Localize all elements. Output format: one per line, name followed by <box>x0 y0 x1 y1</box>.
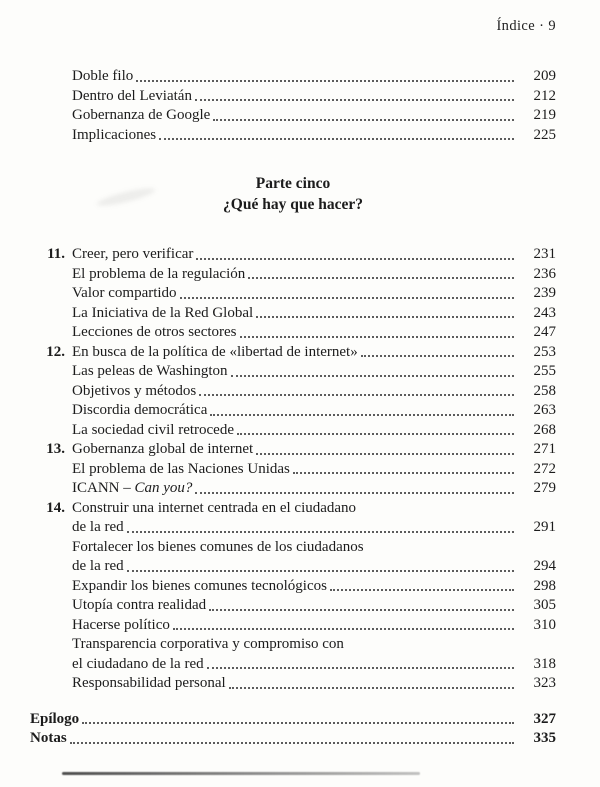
entry-page-number: 258 <box>533 382 556 399</box>
toc-entry <box>30 499 556 538</box>
entry-title: Gobernanza global de internet <box>72 441 254 457</box>
entry-page-number: 231 <box>533 246 556 262</box>
toc-entry-line <box>30 421 556 441</box>
part-heading-line2: ¿Qué hay que hacer? <box>223 196 363 213</box>
entry-title: Notas <box>30 730 67 746</box>
toc-entry <box>30 538 556 577</box>
dot-leader <box>209 609 514 611</box>
dot-leader <box>180 297 514 299</box>
dot-leader <box>237 433 514 435</box>
entry-title: Fortalecer los bienes comunes de los ciudadanos <box>72 538 364 555</box>
entry-title: La sociedad civil retrocede <box>72 421 234 438</box>
toc-section-part-four-end <box>30 67 556 145</box>
entry-title: El problema de las Naciones Unidas <box>72 460 290 477</box>
toc-entry-line <box>30 557 556 577</box>
toc-entry <box>30 596 556 616</box>
entry-title: Responsabilidad personal <box>72 675 226 691</box>
entry-page-number: 212 <box>533 87 556 104</box>
toc-entry-line <box>30 577 556 597</box>
dot-leader <box>127 570 514 572</box>
dot-leader <box>248 277 514 279</box>
toc-entry <box>30 710 556 730</box>
toc-entry-line <box>30 245 556 265</box>
toc-entry <box>30 382 556 402</box>
entry-title: Dentro del Leviatán <box>72 87 192 104</box>
entry-title: Transparencia corporativa y compromiso con <box>72 636 344 652</box>
toc-entry-line <box>30 323 556 343</box>
toc-entry <box>30 362 556 382</box>
toc-entry <box>30 87 556 107</box>
entry-title: Gobernanza de Google <box>72 107 211 123</box>
toc-entry-line <box>30 67 556 87</box>
entry-page-number: 263 <box>533 402 556 418</box>
dot-leader <box>136 80 514 82</box>
entry-page-number: 243 <box>533 304 556 321</box>
entry-title: Construir una internet centrada en el ciudadano <box>72 499 357 516</box>
toc-entry <box>30 304 556 324</box>
entry-title: Objetivos y métodos <box>72 382 197 399</box>
dot-leader <box>330 589 514 591</box>
entry-title: Doble filo <box>72 68 134 84</box>
dot-leader <box>195 492 514 494</box>
toc-entry <box>30 460 556 480</box>
dot-leader <box>293 472 514 474</box>
entry-page-number: 327 <box>533 710 556 727</box>
toc-entry-line <box>30 265 556 285</box>
entry-page-number: 225 <box>533 126 556 143</box>
toc-entry-line <box>30 87 556 107</box>
dot-leader <box>70 742 514 744</box>
dot-leader <box>361 355 514 357</box>
entry-page-number: 247 <box>533 324 556 340</box>
entry-page-number: 253 <box>533 343 556 360</box>
entry-page-number: 209 <box>533 68 556 84</box>
toc-section-back-matter <box>30 710 556 749</box>
toc-entry-line <box>30 518 556 538</box>
toc-entry-line <box>30 655 556 675</box>
entry-page-number: 291 <box>533 519 556 535</box>
dot-leader <box>82 722 514 724</box>
toc-entry <box>30 729 556 749</box>
running-header: Índice · 9 <box>496 18 556 34</box>
entry-title: el ciudadano de la red <box>72 655 204 672</box>
chapter-number: 14. <box>46 499 65 516</box>
part-heading <box>30 173 556 215</box>
toc-entry-line <box>30 635 556 655</box>
toc-entry-line <box>30 440 556 460</box>
toc-entry-line <box>30 479 556 499</box>
toc-entry <box>30 323 556 343</box>
toc-entry <box>30 106 556 126</box>
dot-leader <box>210 414 514 416</box>
entry-page-number: 255 <box>533 363 556 379</box>
entry-page-number: 305 <box>533 597 556 613</box>
entry-title: El problema de la regulación <box>72 265 246 282</box>
toc-entry <box>30 440 556 460</box>
dot-leader <box>159 138 514 140</box>
toc-entry-line <box>30 460 556 480</box>
toc-entry-line <box>30 362 556 382</box>
entry-title: de la red <box>72 519 124 535</box>
entry-title: Expandir los bienes comunes tecnológicos <box>72 577 327 594</box>
entry-page-number: 323 <box>533 675 556 691</box>
toc-entry <box>30 401 556 421</box>
entry-page-number: 279 <box>533 480 556 496</box>
entry-title: ICANN – Can you? <box>72 480 193 496</box>
entry-page-number: 272 <box>533 460 556 477</box>
toc-entry-line <box>30 343 556 363</box>
toc-entry <box>30 577 556 597</box>
toc-entry <box>30 421 556 441</box>
chapter-number: 13. <box>46 441 65 457</box>
toc-entry-line <box>30 729 556 749</box>
toc-entry-line <box>30 538 556 558</box>
toc-entry-line <box>30 304 556 324</box>
toc-entry <box>30 265 556 285</box>
toc-entry <box>30 284 556 304</box>
dot-leader <box>196 258 514 260</box>
entry-page-number: 294 <box>533 558 556 574</box>
dot-leader <box>213 119 514 121</box>
entry-title: En busca de la política de «libertad de internet» <box>72 343 358 360</box>
toc-section-part-five <box>30 245 556 694</box>
dot-leader <box>231 375 514 377</box>
toc-entry-line <box>30 674 556 694</box>
entry-title: de la red <box>72 558 124 574</box>
entry-page-number: 239 <box>533 285 556 301</box>
entry-title: Utopía contra realidad <box>72 597 207 613</box>
chapter-number: 11. <box>47 246 65 262</box>
entry-title: Epílogo <box>30 710 80 727</box>
entry-title-italic: Can you? <box>134 480 193 496</box>
chapter-number: 12. <box>46 343 65 360</box>
entry-title: Hacerse político <box>72 616 170 633</box>
part-heading-line1: Parte cinco <box>255 175 331 192</box>
toc-entry <box>30 674 556 694</box>
entry-page-number: 310 <box>533 616 556 633</box>
entry-page-number: 271 <box>533 441 556 457</box>
dot-leader <box>199 394 514 396</box>
entry-title: La Iniciativa de la Red Global <box>72 304 254 321</box>
entry-title: Creer, pero verificar <box>72 246 194 262</box>
entry-title: Implicaciones <box>72 126 157 143</box>
toc-entry-line <box>30 382 556 402</box>
toc-entry-line <box>30 401 556 421</box>
toc-entry <box>30 616 556 636</box>
dot-leader <box>207 667 514 669</box>
entry-title: Discordia democrática <box>72 402 208 418</box>
scan-artifact <box>62 772 420 775</box>
dot-leader <box>256 316 514 318</box>
dot-leader <box>127 531 514 533</box>
dot-leader <box>256 453 514 455</box>
entry-page-number: 219 <box>533 107 556 123</box>
entry-page-number: 298 <box>533 577 556 594</box>
dot-leader <box>229 687 514 689</box>
entry-title: Valor compartido <box>72 285 177 301</box>
toc-entry-line <box>30 616 556 636</box>
dot-leader <box>240 336 514 338</box>
dot-leader <box>173 628 514 630</box>
toc-entry-line <box>30 710 556 730</box>
toc-entry <box>30 245 556 265</box>
toc-entry-line <box>30 106 556 126</box>
toc-entry-line <box>30 499 556 519</box>
dot-leader <box>195 99 514 101</box>
toc-entry-line <box>30 596 556 616</box>
entry-title: Lecciones de otros sectores <box>72 324 237 340</box>
toc-entry <box>30 635 556 674</box>
toc-entry-line <box>30 284 556 304</box>
entry-title: Las peleas de Washington <box>72 363 228 379</box>
entry-page-number: 236 <box>533 265 556 282</box>
entry-page-number: 318 <box>533 655 556 672</box>
toc-entry <box>30 479 556 499</box>
entry-page-number: 268 <box>533 421 556 438</box>
toc-entry <box>30 126 556 146</box>
entry-page-number: 335 <box>533 730 556 746</box>
toc-entry <box>30 67 556 87</box>
toc-entry-line <box>30 126 556 146</box>
toc-entry <box>30 343 556 363</box>
